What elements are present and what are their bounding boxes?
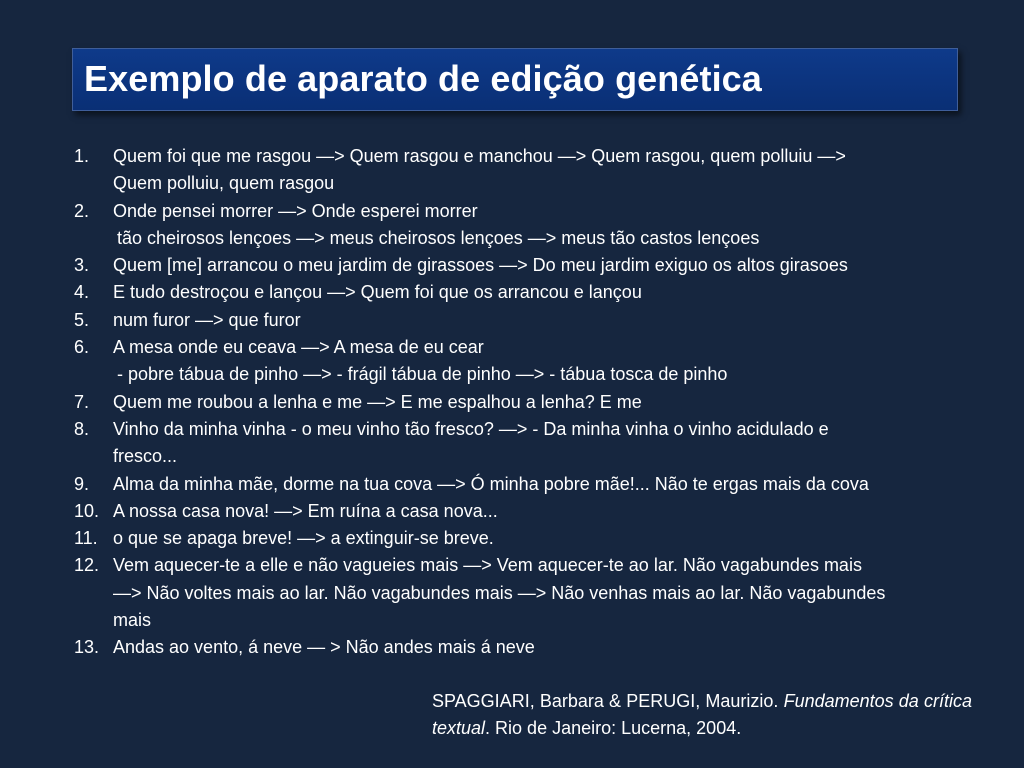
list-item	[74, 552, 989, 634]
reference-book-title: Fundamentos da crítica textual	[432, 691, 972, 739]
list-item-text: A mesa onde eu ceava —> A mesa de eu cear	[113, 337, 484, 358]
list-item-number: 2.	[74, 200, 90, 221]
list-item-number: 7.	[74, 391, 90, 412]
list-item	[74, 252, 989, 279]
list-item	[74, 634, 989, 661]
list-item-text: Andas ao vento, á neve — > Não andes mais á neve	[113, 637, 535, 658]
list-item	[74, 143, 989, 198]
variant-list	[74, 143, 989, 662]
list-item-text: E tudo destroçou e lançou —> Quem foi que os arrancou e lançou	[113, 282, 642, 303]
reference-authors: SPAGGIARI, Barbara & PERUGI, Maurizio.	[432, 691, 779, 711]
bibliographic-reference	[432, 688, 972, 743]
list-item-text: Onde pensei morrer —> Onde esperei morrer	[113, 200, 478, 221]
list-item	[74, 416, 989, 471]
reference-publication: . Rio de Janeiro: Lucerna, 2004.	[485, 718, 742, 739]
list-item	[74, 198, 989, 225]
slide-title: Exemplo de aparato de edição genética	[84, 58, 762, 99]
list-item-text: Quem foi que me rasgou —> Quem rasgou e manchou —> Quem rasgou, quem polluiu —> Quem polluiu, quem rasgou	[113, 146, 846, 194]
list-item-number: 3.	[74, 255, 90, 276]
list-item	[74, 525, 989, 552]
list-item	[74, 334, 989, 361]
list-item-number: 11.	[74, 528, 98, 549]
list-item-text: Quem [me] arrancou o meu jardim de girassoes —> Do meu jardim exiguo os altos girasoes	[113, 255, 848, 276]
list-item-number: 10.	[74, 500, 100, 521]
list-item-text: o que se apaga breve! —> a extinguir-se breve.	[113, 528, 494, 549]
list-item	[74, 498, 989, 525]
list-item-number: 8.	[74, 418, 90, 439]
list-item-text: Vinho da minha vinha - o meu vinho tão fresco? —> - Da minha vinha o vinho acidulado e fresco...	[113, 418, 829, 467]
list-item-number: 13.	[74, 637, 100, 658]
list-item-number: 6.	[74, 337, 90, 358]
list-item	[74, 389, 989, 416]
list-item-number: 1.	[74, 146, 90, 166]
list-item-continuation: tão cheirosos lençoes —> meus cheirosos lençoes —> meus tão castos lençoes	[117, 227, 760, 248]
list-item-text: Alma da minha mãe, dorme na tua cova —> Ó minha pobre mãe!... Não te ergas mais da cova	[113, 473, 869, 494]
list-item-number: 12.	[74, 555, 100, 576]
list-item	[74, 279, 989, 306]
list-item-number: 9.	[74, 473, 90, 494]
list-item-text: Vem aquecer-te a elle e não vagueies mais —> Vem aquecer-te ao lar. Não vagabundes mais —> Não voltes mais ao lar. Não vagabundes mais —> Não venhas mais ao lar. Não vagabundes mais	[113, 555, 886, 631]
list-item-text: Quem me roubou a lenha e me —> E me espalhou a lenha? E me	[113, 391, 642, 412]
list-item-number: 4.	[74, 282, 90, 303]
list-item-number: 5.	[74, 309, 90, 330]
list-item-text: A nossa casa nova! —> Em ruína a casa nova...	[113, 500, 498, 521]
list-item	[74, 471, 989, 498]
list-item-text: num furor —> que furor	[113, 309, 301, 330]
title-box	[72, 48, 958, 111]
list-item	[74, 307, 989, 334]
list-item-continuation: - pobre tábua de pinho —> - frágil tábua de pinho —> - tábua tosca de pinho	[117, 364, 728, 385]
